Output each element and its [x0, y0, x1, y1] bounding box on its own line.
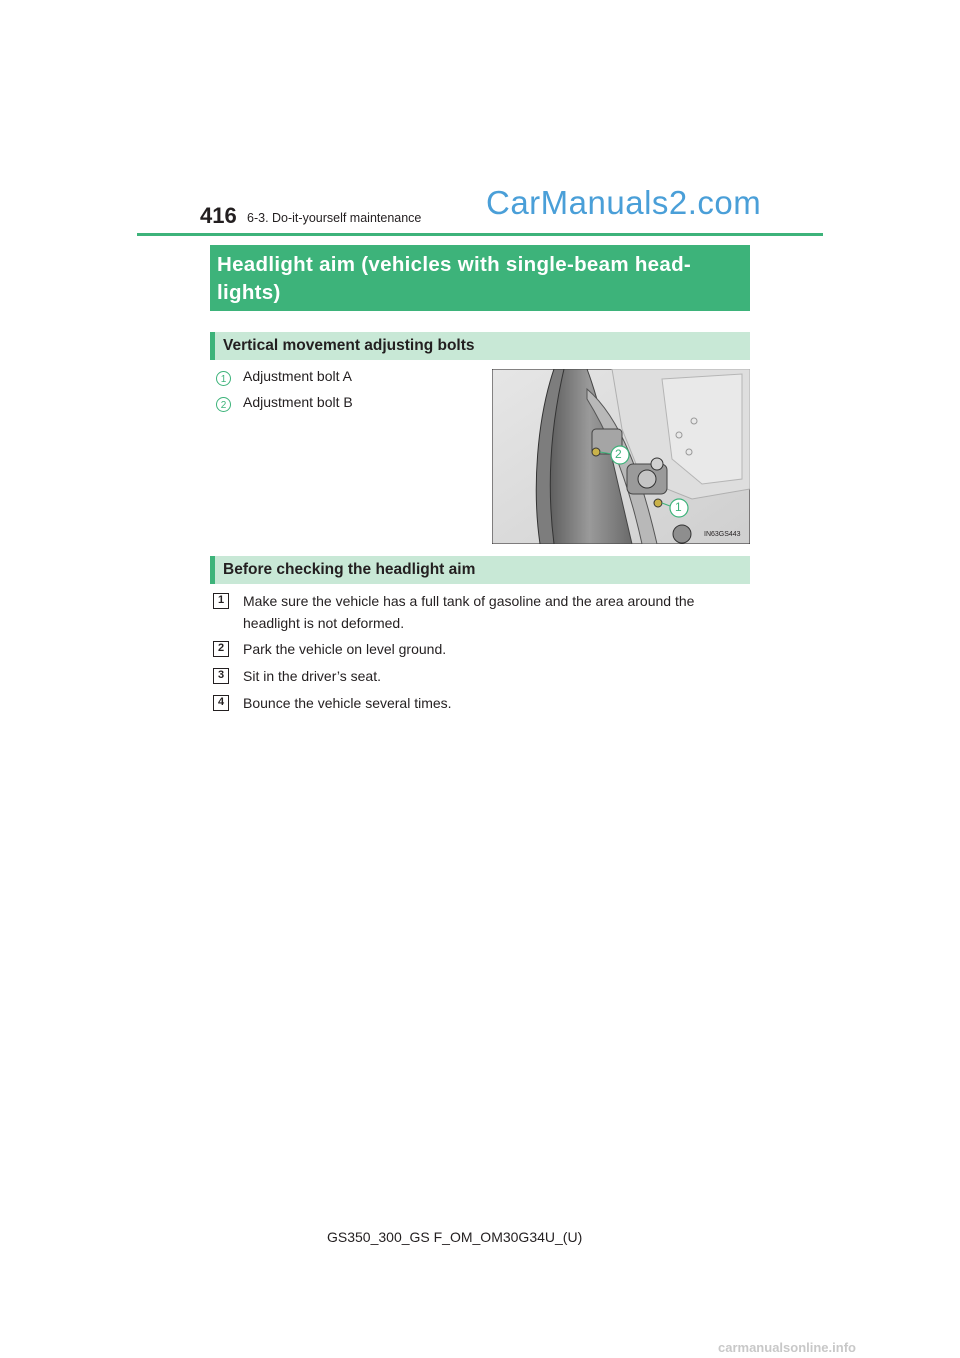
section-heading-text: Before checking the headlight aim [223, 561, 476, 578]
page-title-line-2: lights) [217, 281, 281, 304]
figure-marker-1: 1 [675, 500, 682, 514]
section-heading-before-checking [210, 556, 750, 584]
step-text: Park the vehicle on level ground. [243, 641, 447, 657]
callout-label: Adjustment bolt A [243, 368, 352, 384]
figure-code: IN63GS443 [704, 531, 741, 538]
callout-number-badge: 2 [216, 397, 231, 412]
header-divider [137, 233, 823, 236]
callout-label: Adjustment bolt B [243, 394, 353, 410]
section-breadcrumb: 6-3. Do-it-yourself maintenance [247, 211, 422, 225]
step-text: Make sure the vehicle has a full tank of gasoline and the area around the [243, 593, 695, 609]
step-number-badge: 1 [213, 593, 229, 609]
figure-marker-2: 2 [615, 447, 622, 461]
callout-item [216, 395, 231, 412]
step-text-continued: headlight is not deformed. [243, 615, 405, 631]
page-title-bar [210, 245, 750, 311]
document-id: GS350_300_GS F_OM_OM30G34U_(U) [327, 1229, 583, 1245]
watermark-logo[interactable]: CarManuals2.com [486, 184, 762, 221]
step-text: Bounce the vehicle several times. [243, 695, 452, 711]
step-number-badge: 4 [213, 695, 229, 711]
page-title-line-1: Headlight aim (vehicles with single-beam head- [217, 253, 692, 276]
step-number-badge: 2 [213, 641, 229, 657]
step-text: Sit in the driver’s seat. [243, 668, 381, 684]
callout-item [216, 369, 231, 386]
headlight-adjusting-bolts-illustration [492, 369, 750, 544]
callout-number-badge: 1 [216, 371, 231, 386]
section-heading-text: Vertical movement adjusting bolts [223, 337, 475, 354]
step-number-badge: 3 [213, 668, 229, 684]
footer-watermark[interactable]: carmanualsonline.info [718, 1340, 856, 1355]
section-heading-adjusting-bolts [210, 332, 750, 360]
page-number: 416 [200, 203, 237, 228]
